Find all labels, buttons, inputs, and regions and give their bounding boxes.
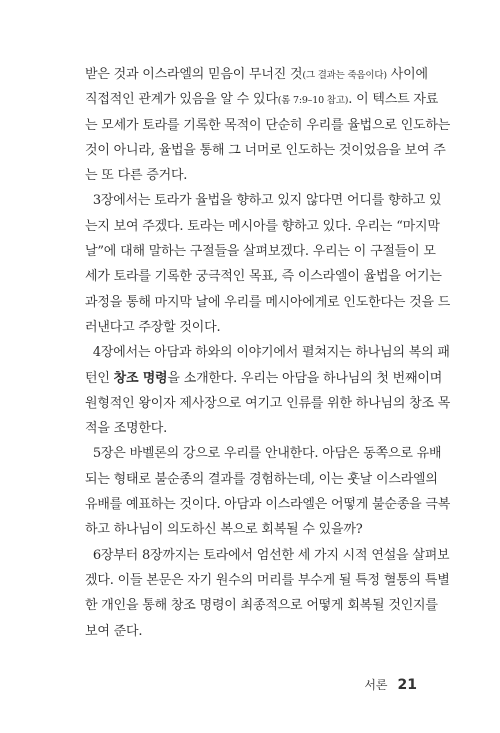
page-footer xyxy=(364,676,417,693)
text-line xyxy=(85,619,417,644)
text-line xyxy=(85,138,446,163)
reference-note: (그 결과는 죽음이다) xyxy=(302,70,387,81)
text-run: 하고 하나님이 의도하신 복으로 회복될 수 있을까? xyxy=(85,522,363,538)
text-line xyxy=(85,340,450,365)
text-line xyxy=(85,568,450,593)
page-number: 21 xyxy=(397,677,417,693)
text-line xyxy=(85,87,439,112)
text-line xyxy=(85,391,451,416)
text-run: 을 소개한다. 우리는 아담을 하나님의 첫 번째이며 xyxy=(167,370,443,386)
text-run: 4장에서는 아담과 하와의 이야기에서 펼쳐지는 하나님의 복의 패 xyxy=(85,345,450,361)
text-line xyxy=(85,214,440,239)
text-run: 되는 형태로 불순종의 결과를 경험하는데, 이는 훗날 이스라엘의 xyxy=(85,471,438,487)
text-run: 날”에 대해 말하는 구절들을 살펴보겠다. 우리는 이 구절들이 모 xyxy=(85,244,436,260)
text-line xyxy=(85,441,442,466)
text-run: 는지 보여 주겠다. 토라는 메시아를 향하고 있다. 우리는 “마지막 xyxy=(85,218,440,234)
text-line xyxy=(85,315,417,340)
body-text xyxy=(85,62,451,644)
text-run: 턴인 xyxy=(85,370,114,386)
text-run: 3장에서는 토라가 율법을 향하고 있지 않다면 어디를 향하고 있 xyxy=(85,193,442,209)
text-run: 사이에 xyxy=(386,67,428,82)
section-title: 서론 xyxy=(364,678,388,692)
text-line xyxy=(85,163,417,188)
text-line xyxy=(85,113,451,138)
text-run: 는 모세가 토라를 기록한 목적이 단순히 우리를 율법으로 인도하는 xyxy=(85,117,451,133)
text-line xyxy=(85,416,417,441)
text-line xyxy=(85,264,442,289)
text-run: 유배를 예표하는 것이다. 아담과 이스라엘은 어떻게 불순종을 극복 xyxy=(85,497,451,513)
emphasis-text: 창조 명령 xyxy=(113,370,168,386)
text-run: 는 또 다른 증거다. xyxy=(85,168,188,184)
text-line xyxy=(85,593,438,618)
text-run: 것이 아니라, 율법을 통해 그 너머로 인도하는 것이었음을 보여 주 xyxy=(85,142,446,158)
text-run: 한 개인을 통해 창조 명령이 최종적으로 어떻게 회복될 것인지를 xyxy=(85,598,438,614)
text-run: 받은 것과 이스라엘의 믿음이 무너진 것 xyxy=(85,67,303,82)
text-line xyxy=(85,517,417,542)
reference-note: (롬 7:9–10 참고) xyxy=(277,95,349,107)
text-run: . 이 텍스트 자료 xyxy=(348,92,439,108)
text-run: 겠다. 이들 본문은 자기 원수의 머리를 부수게 될 특정 혈통의 특별 xyxy=(85,572,450,588)
text-run: 원형적인 왕이자 제사장으로 여기고 인류를 위한 하나님의 창조 목 xyxy=(85,395,451,411)
text-run: 세가 토라를 기록한 궁극적인 목표, 즉 이스라엘이 율법을 어기는 xyxy=(85,269,442,285)
text-line xyxy=(85,62,428,87)
text-run: 6장부터 8장까지는 토라에서 엄선한 세 가지 시적 연설을 살펴보 xyxy=(85,547,450,563)
text-run: 직접적인 관계가 있음을 알 수 있다 xyxy=(85,92,278,108)
text-run: 과정을 통해 마지막 날에 우리를 메시아에게로 인도한다는 것을 드 xyxy=(85,294,451,310)
text-line xyxy=(85,467,438,492)
text-line xyxy=(85,290,451,315)
text-line xyxy=(85,366,443,391)
text-line xyxy=(85,188,442,213)
text-line xyxy=(85,239,436,264)
text-line xyxy=(85,543,450,568)
text-run: 적을 조명한다. xyxy=(85,421,168,437)
text-run: 5장은 바벨론의 강으로 우리를 안내한다. 아담은 동쪽으로 유배 xyxy=(85,446,442,462)
text-run: 보여 준다. xyxy=(85,623,143,639)
text-line xyxy=(85,492,451,517)
text-run: 러낸다고 주장할 것이다. xyxy=(85,319,221,335)
